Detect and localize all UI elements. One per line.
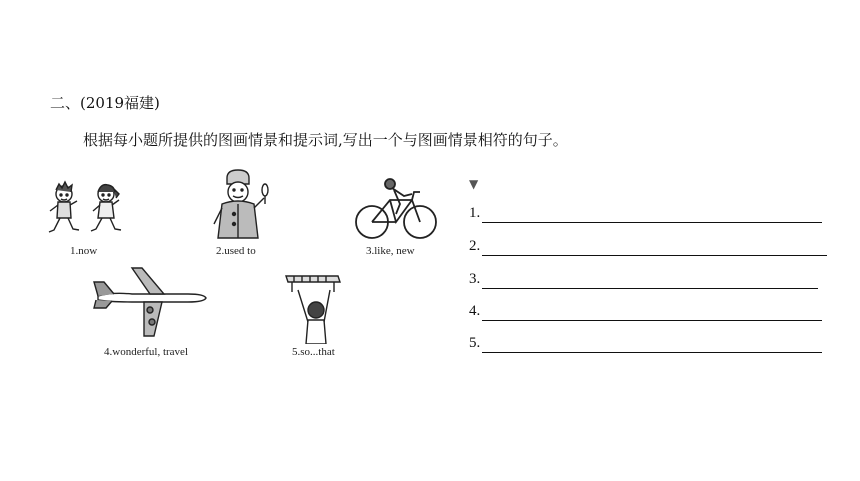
answer-blank-5[interactable] [482, 352, 822, 353]
answer-number: 5. [469, 335, 481, 351]
child-playing-xylophone-icon [284, 268, 344, 344]
answer-number: 2. [469, 238, 481, 254]
answer-number: 3. [469, 271, 481, 287]
two-children-running-icon [46, 180, 128, 244]
chef-with-spoon-icon [210, 168, 272, 244]
picture-caption: 4.wonderful, travel [104, 346, 188, 358]
answer-row [469, 205, 480, 222]
cyclist-on-bicycle-icon [354, 174, 438, 242]
airplane-icon [92, 264, 208, 344]
answer-number: 1. [469, 205, 481, 221]
picture-caption: 2.used to [216, 245, 256, 257]
answer-blank-1[interactable] [482, 222, 822, 223]
answer-blank-2[interactable] [482, 255, 827, 256]
answer-number: 4. [469, 303, 481, 319]
answer-row [469, 303, 480, 320]
picture-caption: 3.like, new [366, 245, 415, 257]
instruction-text: 根据每小题所提供的图画情景和提示词,写出一个与图画情景相符的句子。 [83, 131, 568, 149]
answer-blank-3[interactable] [482, 288, 818, 289]
answer-row [469, 238, 480, 255]
section-heading: 二、(2019福建) [50, 94, 160, 112]
picture-caption: 5.so...that [292, 346, 335, 358]
answer-row [469, 271, 480, 288]
picture-caption: 1.now [70, 245, 98, 257]
answer-blank-4[interactable] [482, 320, 822, 321]
answer-row [469, 335, 480, 352]
answer-section-marker: ▼ [469, 177, 479, 191]
